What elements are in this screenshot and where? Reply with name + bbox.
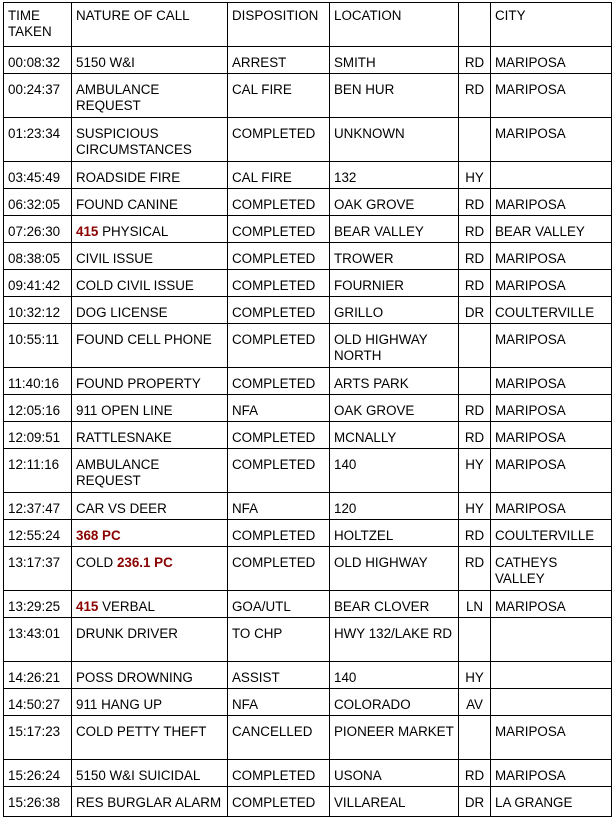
disposition-cell: CAL FIRE (228, 74, 330, 118)
city-cell (491, 689, 612, 716)
time-cell: 12:05:16 (4, 395, 72, 422)
time-cell: 03:45:49 (4, 162, 72, 189)
location-cell: HOLTZEL (330, 520, 459, 547)
nature-cell (72, 74, 228, 118)
city-cell: MARIPOSA (491, 118, 612, 162)
disposition-cell: COMPLETED (228, 297, 330, 324)
nature-text: PHYSICAL (98, 224, 169, 239)
nature-text: 911 OPEN LINE (76, 403, 173, 418)
disposition-cell: COMPLETED (228, 547, 330, 591)
street-suffix-cell: DR (459, 297, 491, 324)
disposition-cell: TO CHP (228, 618, 330, 662)
nature-cell (72, 760, 228, 787)
street-suffix-cell: RD (459, 47, 491, 74)
disposition-cell: COMPLETED (228, 422, 330, 449)
header-suffix (459, 3, 491, 47)
disposition-cell: COMPLETED (228, 760, 330, 787)
street-suffix-cell: RD (459, 520, 491, 547)
table-row (4, 591, 612, 618)
street-suffix-cell (459, 368, 491, 395)
table-row (4, 787, 612, 817)
table-row (4, 760, 612, 787)
city-cell: MARIPOSA (491, 395, 612, 422)
disposition-cell: COMPLETED (228, 520, 330, 547)
nature-cell (72, 493, 228, 520)
city-cell: LA GRANGE (491, 787, 612, 817)
table-row (4, 520, 612, 547)
street-suffix-cell (459, 716, 491, 760)
city-cell: MARIPOSA (491, 270, 612, 297)
nature-cell (72, 716, 228, 760)
disposition-cell: COMPLETED (228, 243, 330, 270)
nature-cell (72, 591, 228, 618)
time-cell: 13:43:01 (4, 618, 72, 662)
nature-text: VERBAL (98, 599, 155, 614)
table-row (4, 297, 612, 324)
nature-text: AMBULANCE REQUEST (76, 457, 160, 488)
city-cell: MARIPOSA (491, 716, 612, 760)
time-cell: 01:23:34 (4, 118, 72, 162)
city-cell: MARIPOSA (491, 74, 612, 118)
disposition-cell: CAL FIRE (228, 162, 330, 189)
time-cell: 12:55:24 (4, 520, 72, 547)
table-row (4, 618, 612, 662)
header-row (4, 3, 612, 47)
city-cell (491, 662, 612, 689)
nature-text: POSS DROWNING (76, 670, 193, 685)
nature-text: FOUND CELL PHONE (76, 332, 212, 347)
nature-text: COLD (76, 555, 117, 570)
header-disposition: DISPOSITION (228, 3, 330, 47)
location-cell: FOURNIER (330, 270, 459, 297)
table-row (4, 662, 612, 689)
location-cell: 140 (330, 449, 459, 493)
street-suffix-cell (459, 618, 491, 662)
nature-cell (72, 662, 228, 689)
city-cell: COULTERVILLE (491, 520, 612, 547)
location-cell: OLD HIGHWAY (330, 547, 459, 591)
nature-text: AMBULANCE REQUEST (76, 82, 160, 113)
call-log-table (3, 2, 612, 817)
street-suffix-cell: RD (459, 74, 491, 118)
time-cell: 12:09:51 (4, 422, 72, 449)
city-cell: BEAR VALLEY (491, 216, 612, 243)
city-cell: MARIPOSA (491, 493, 612, 520)
disposition-cell: ARREST (228, 47, 330, 74)
table-row (4, 689, 612, 716)
nature-text: COLD PETTY THEFT (76, 724, 207, 739)
nature-text: CIVIL ISSUE (76, 251, 153, 266)
street-suffix-cell: RD (459, 189, 491, 216)
location-cell: OAK GROVE (330, 395, 459, 422)
nature-cell (72, 297, 228, 324)
street-suffix-cell: DR (459, 787, 491, 817)
time-cell: 13:17:37 (4, 547, 72, 591)
disposition-cell: NFA (228, 493, 330, 520)
location-cell: PIONEER MARKET (330, 716, 459, 760)
nature-text: RES BURGLAR ALARM (76, 795, 222, 810)
penal-code-highlight: 415 (76, 599, 99, 614)
disposition-cell: COMPLETED (228, 118, 330, 162)
city-cell: MARIPOSA (491, 760, 612, 787)
time-cell: 13:29:25 (4, 591, 72, 618)
time-cell: 15:26:38 (4, 787, 72, 817)
city-cell: MARIPOSA (491, 422, 612, 449)
table-row (4, 493, 612, 520)
nature-cell (72, 270, 228, 297)
location-cell: TROWER (330, 243, 459, 270)
location-cell: GRILLO (330, 297, 459, 324)
nature-text: FOUND CANINE (76, 197, 178, 212)
city-cell: MARIPOSA (491, 449, 612, 493)
time-cell: 10:32:12 (4, 297, 72, 324)
location-cell: OLD HIGHWAY NORTH (330, 324, 459, 368)
table-row (4, 189, 612, 216)
nature-cell (72, 422, 228, 449)
disposition-cell: GOA/UTL (228, 591, 330, 618)
disposition-cell: NFA (228, 395, 330, 422)
table-row (4, 449, 612, 493)
nature-text: DOG LICENSE (76, 305, 168, 320)
penal-code-highlight: 368 PC (76, 528, 121, 543)
time-cell: 00:08:32 (4, 47, 72, 74)
nature-cell (72, 618, 228, 662)
street-suffix-cell: HY (459, 493, 491, 520)
location-cell: 120 (330, 493, 459, 520)
location-cell: BEAR CLOVER (330, 591, 459, 618)
time-cell: 06:32:05 (4, 189, 72, 216)
location-cell: BEN HUR (330, 74, 459, 118)
location-cell: UNKNOWN (330, 118, 459, 162)
location-cell: BEAR VALLEY (330, 216, 459, 243)
nature-cell (72, 189, 228, 216)
nature-cell (72, 787, 228, 817)
city-cell: MARIPOSA (491, 47, 612, 74)
table-row (4, 270, 612, 297)
disposition-cell: COMPLETED (228, 216, 330, 243)
city-cell (491, 162, 612, 189)
header-location: LOCATION (330, 3, 459, 47)
table-row (4, 47, 612, 74)
city-cell: COULTERVILLE (491, 297, 612, 324)
street-suffix-cell: RD (459, 422, 491, 449)
location-cell: HWY 132/LAKE RD (330, 618, 459, 662)
street-suffix-cell (459, 324, 491, 368)
nature-cell (72, 547, 228, 591)
table-row (4, 243, 612, 270)
street-suffix-cell: RD (459, 270, 491, 297)
nature-cell (72, 162, 228, 189)
location-cell: VILLAREAL (330, 787, 459, 817)
location-cell: USONA (330, 760, 459, 787)
nature-text: DRUNK DRIVER (76, 626, 178, 641)
nature-cell (72, 118, 228, 162)
city-cell: CATHEYS VALLEY (491, 547, 612, 591)
disposition-cell: NFA (228, 689, 330, 716)
nature-text: COLD CIVIL ISSUE (76, 278, 194, 293)
disposition-cell: COMPLETED (228, 270, 330, 297)
city-cell (491, 618, 612, 662)
nature-text: 911 HANG UP (76, 697, 163, 712)
street-suffix-cell: HY (459, 162, 491, 189)
location-cell: OAK GROVE (330, 189, 459, 216)
street-suffix-cell: RD (459, 760, 491, 787)
header-city: CITY (491, 3, 612, 47)
disposition-cell: COMPLETED (228, 189, 330, 216)
table-row (4, 547, 612, 591)
nature-text: ROADSIDE FIRE (76, 170, 181, 185)
nature-cell (72, 324, 228, 368)
time-cell: 12:37:47 (4, 493, 72, 520)
location-cell: 140 (330, 662, 459, 689)
table-row (4, 395, 612, 422)
nature-text: RATTLESNAKE (76, 430, 172, 445)
nature-cell (72, 243, 228, 270)
street-suffix-cell: RD (459, 395, 491, 422)
table-row (4, 162, 612, 189)
time-cell: 14:26:21 (4, 662, 72, 689)
nature-cell (72, 216, 228, 243)
time-cell: 15:26:24 (4, 760, 72, 787)
table-row (4, 368, 612, 395)
time-cell: 12:11:16 (4, 449, 72, 493)
table-row (4, 422, 612, 449)
street-suffix-cell: HY (459, 449, 491, 493)
street-suffix-cell: AV (459, 689, 491, 716)
time-cell: 10:55:11 (4, 324, 72, 368)
disposition-cell: COMPLETED (228, 449, 330, 493)
time-cell: 09:41:42 (4, 270, 72, 297)
city-cell: MARIPOSA (491, 368, 612, 395)
location-cell: 132 (330, 162, 459, 189)
city-cell: MARIPOSA (491, 591, 612, 618)
city-cell: MARIPOSA (491, 324, 612, 368)
city-cell: MARIPOSA (491, 189, 612, 216)
street-suffix-cell: RD (459, 547, 491, 591)
street-suffix-cell (459, 118, 491, 162)
nature-text: 5150 W&I (76, 55, 135, 70)
time-cell: 08:38:05 (4, 243, 72, 270)
disposition-cell: CANCELLED (228, 716, 330, 760)
street-suffix-cell: LN (459, 591, 491, 618)
time-cell: 00:24:37 (4, 74, 72, 118)
street-suffix-cell: HY (459, 662, 491, 689)
nature-cell (72, 395, 228, 422)
nature-cell (72, 449, 228, 493)
table-row (4, 324, 612, 368)
time-cell: 15:17:23 (4, 716, 72, 760)
nature-cell (72, 520, 228, 547)
disposition-cell: COMPLETED (228, 324, 330, 368)
nature-cell (72, 47, 228, 74)
table-row (4, 118, 612, 162)
nature-text: CAR VS DEER (76, 501, 167, 516)
location-cell: ARTS PARK (330, 368, 459, 395)
header-nature: NATURE OF CALL (72, 3, 228, 47)
table-row (4, 216, 612, 243)
table-row (4, 716, 612, 760)
nature-cell (72, 368, 228, 395)
location-cell: COLORADO (330, 689, 459, 716)
disposition-cell: COMPLETED (228, 787, 330, 817)
street-suffix-cell: RD (459, 216, 491, 243)
table-row (4, 74, 612, 118)
disposition-cell: ASSIST (228, 662, 330, 689)
time-cell: 14:50:27 (4, 689, 72, 716)
street-suffix-cell: RD (459, 243, 491, 270)
nature-text: FOUND PROPERTY (76, 376, 201, 391)
nature-text: SUSPICIOUS CIRCUMSTANCES (76, 126, 192, 157)
penal-code-highlight: 236.1 PC (116, 555, 173, 570)
location-cell: SMITH (330, 47, 459, 74)
nature-cell (72, 689, 228, 716)
time-cell: 11:40:16 (4, 368, 72, 395)
location-cell: MCNALLY (330, 422, 459, 449)
city-cell: MARIPOSA (491, 243, 612, 270)
header-time: TIME TAKEN (4, 3, 72, 47)
nature-text: 5150 W&I SUICIDAL (76, 768, 201, 783)
penal-code-highlight: 415 (76, 224, 99, 239)
disposition-cell: COMPLETED (228, 368, 330, 395)
time-cell: 07:26:30 (4, 216, 72, 243)
